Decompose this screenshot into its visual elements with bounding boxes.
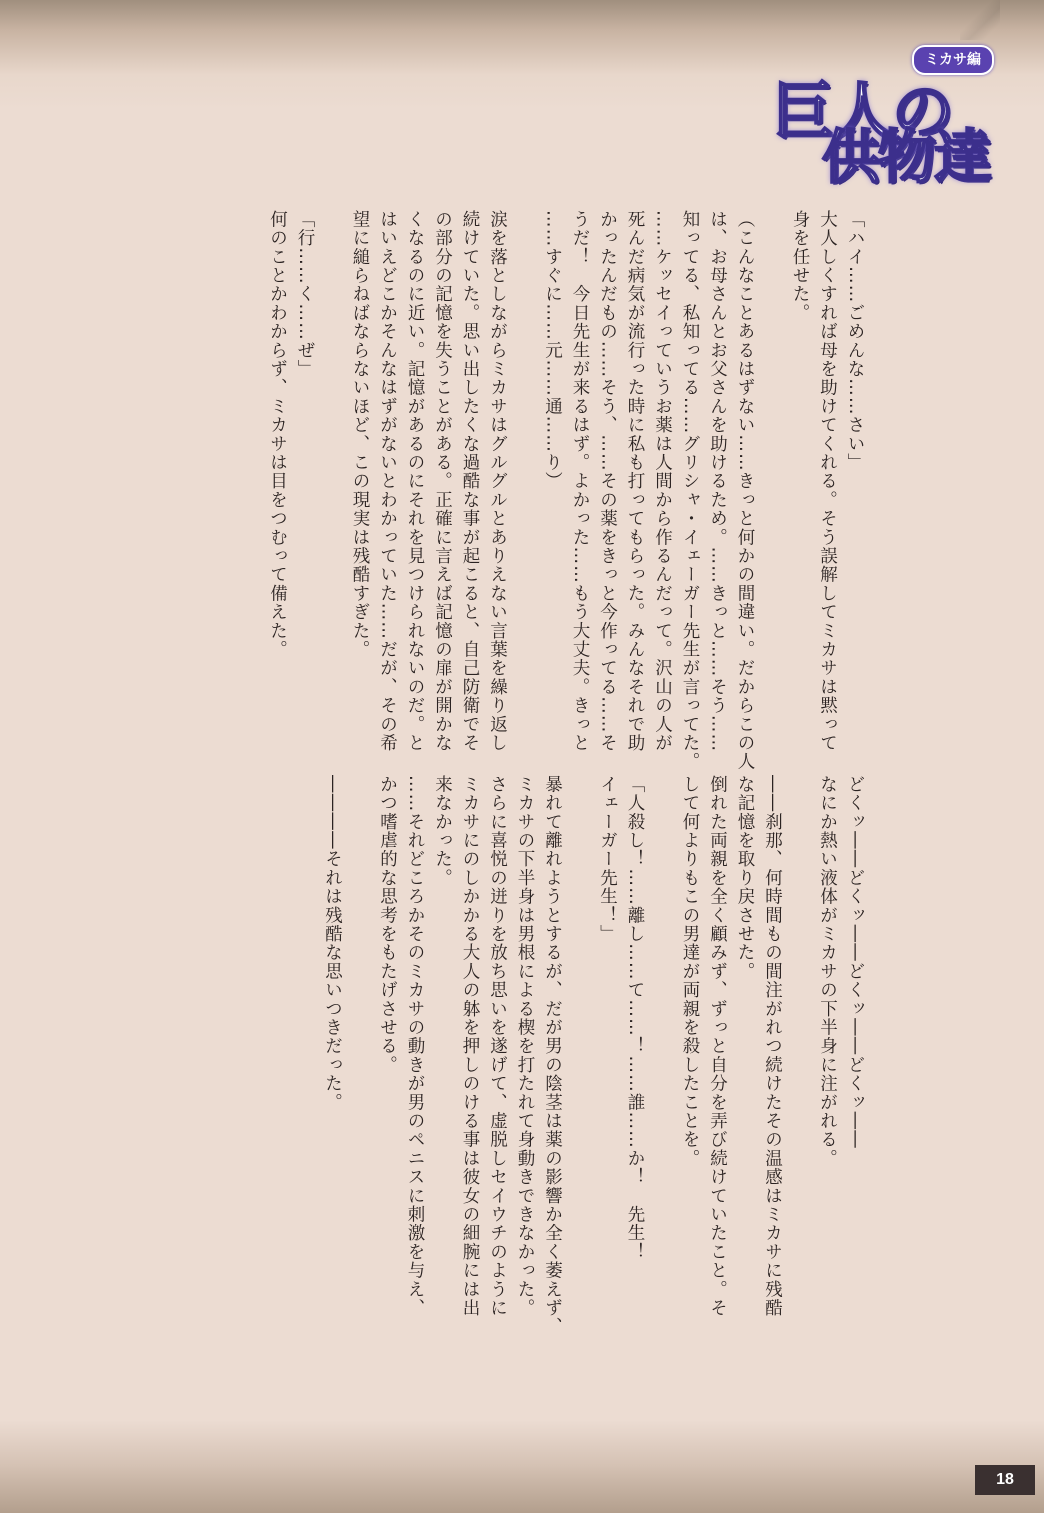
text-line: な記憶を取り戻させた。 [735,775,755,981]
text-line: ――刹那、何時間もの間注がれつ続けたその温感はミカサに残酷 [762,775,783,1318]
text-line: 続けていた。思い出したくな過酷な事が起こると、自己防衛でそ [460,210,480,753]
text-line: は、お母さんとお父さんを助けるため。……きっと……そう…… [707,210,728,753]
text-line: 知ってる、私知ってる……グリシャ・イェーガー先生が言ってた。 [680,210,700,771]
text-line: 「行……く……ぜ」 [295,210,315,379]
text-line: どくッ――どくッ――どくッ――どくッ―― [845,775,865,1149]
text-line: ミカサの下半身は男根による楔を打たれて身動きできなかった。 [515,775,535,1318]
text-line: 暴れて離れようとするが、だが男の陰茎は薬の影響か全く萎えず、 [542,775,563,1336]
text-line: 大人しくすれば母を助けてくれる。そう誤解してミカサは黙って [817,210,838,753]
text-line: ……すぐに……元……通……り） [542,210,563,491]
text-line: はいえどこかそんなはずがないとわかっていた……だが、その希 [377,210,398,753]
text-line: 「人殺し！……離し……て……！……誰……か！ 先生！ [625,775,645,1262]
text-line: ミカサにのしかかる大人の躰を押しのける事は彼女の細腕には出 [460,775,480,1318]
text-line: して何よりもこの男達が両親を殺したことを。 [680,775,700,1168]
text-line: くなるのに近い。記憶があるのにそれを見つけられないのだ。と [405,210,425,753]
body-text [170,210,870,1410]
page-number: 18 [975,1465,1035,1495]
text-line: 望に縋らねばならないほど、この現実は残酷すぎた。 [350,210,370,659]
text-line: 死んだ病気が流行った時に私も打ってもらった。みんなそれで助 [625,210,645,753]
text-line: （こんなことあるはずない……きっと何かの間違い。だからこの人 [735,210,755,771]
text-line: 「ハイ……ごめんな……さい」 [845,210,865,472]
text-line: ――――それは残酷な思いつきだった。 [322,775,343,1112]
text-line: ……ケッセイっていうお薬は人間から作るんだって。沢山の人が [652,210,673,753]
text-line: 倒れた両親を全く顧みず、ずっと自分を弄び続けていたこと。そ [707,775,728,1318]
title-logo [772,40,1012,191]
title-line-1: 巨人の [772,75,953,148]
text-line: 来なかった。 [432,775,453,888]
page-crease [960,0,1000,40]
text-line: うだ！ 今日先生が来るはず。よかった……もう大丈夫。きっと [570,210,590,753]
text-line: の部分の記憶を失うことがある。正確に言えば記憶の扉が開かな [432,210,453,753]
text-line: 涙を落としながらミカサはグルグルとありえない言葉を繰り返し [487,210,508,753]
text-line: 身を任せた。 [790,210,810,323]
chapter-badge: ミカサ編 [912,45,994,75]
text-line: さらに喜悦の迸りを放ち思いを遂げて、虚脱しセイウチのように [487,775,508,1318]
text-line: かったんだもの……そう、……その薬をきっと今作ってる……そ [597,210,618,753]
text-line: 何のことかわからず、ミカサは目をつむって備えた。 [267,210,288,659]
text-line: ……それどころかそのミカサの動きが男のペニスに刺激を与え、 [405,775,425,1318]
text-line: かつ嗜虐的な思考をもたげさせる。 [377,775,398,1075]
text-line: なにか熱い液体がミカサの下半身に注がれる。 [817,775,838,1168]
title-line-2: 供物達 [822,123,991,191]
text-line: イェーガー先生！」 [597,775,618,944]
